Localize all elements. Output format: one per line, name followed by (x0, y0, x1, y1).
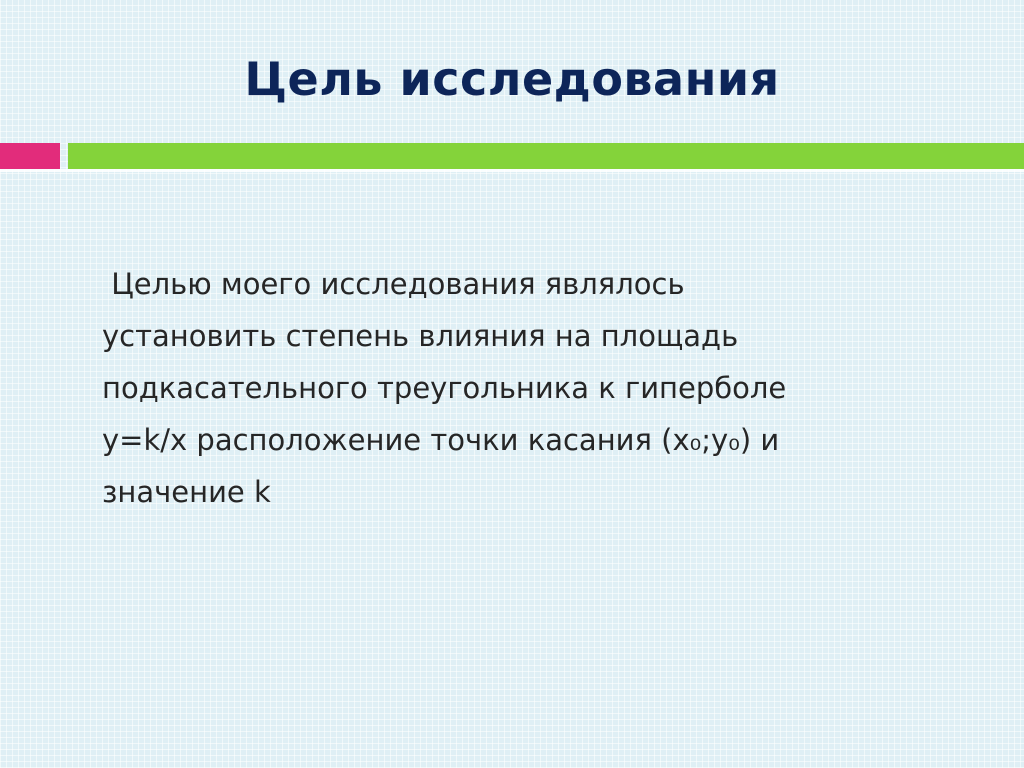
accent-rule-green (68, 143, 1024, 169)
accent-rule-underline (0, 169, 1024, 172)
slide-body-text: Целью моего исследования являлось установить степень влияния на площадь подкасательного треугольника к гиперболе y=k/x расположение точки касания (x₀;y₀) и значение k (102, 267, 787, 509)
slide-title: Цель исследования (244, 52, 780, 106)
accent-rule-pink (0, 143, 60, 169)
